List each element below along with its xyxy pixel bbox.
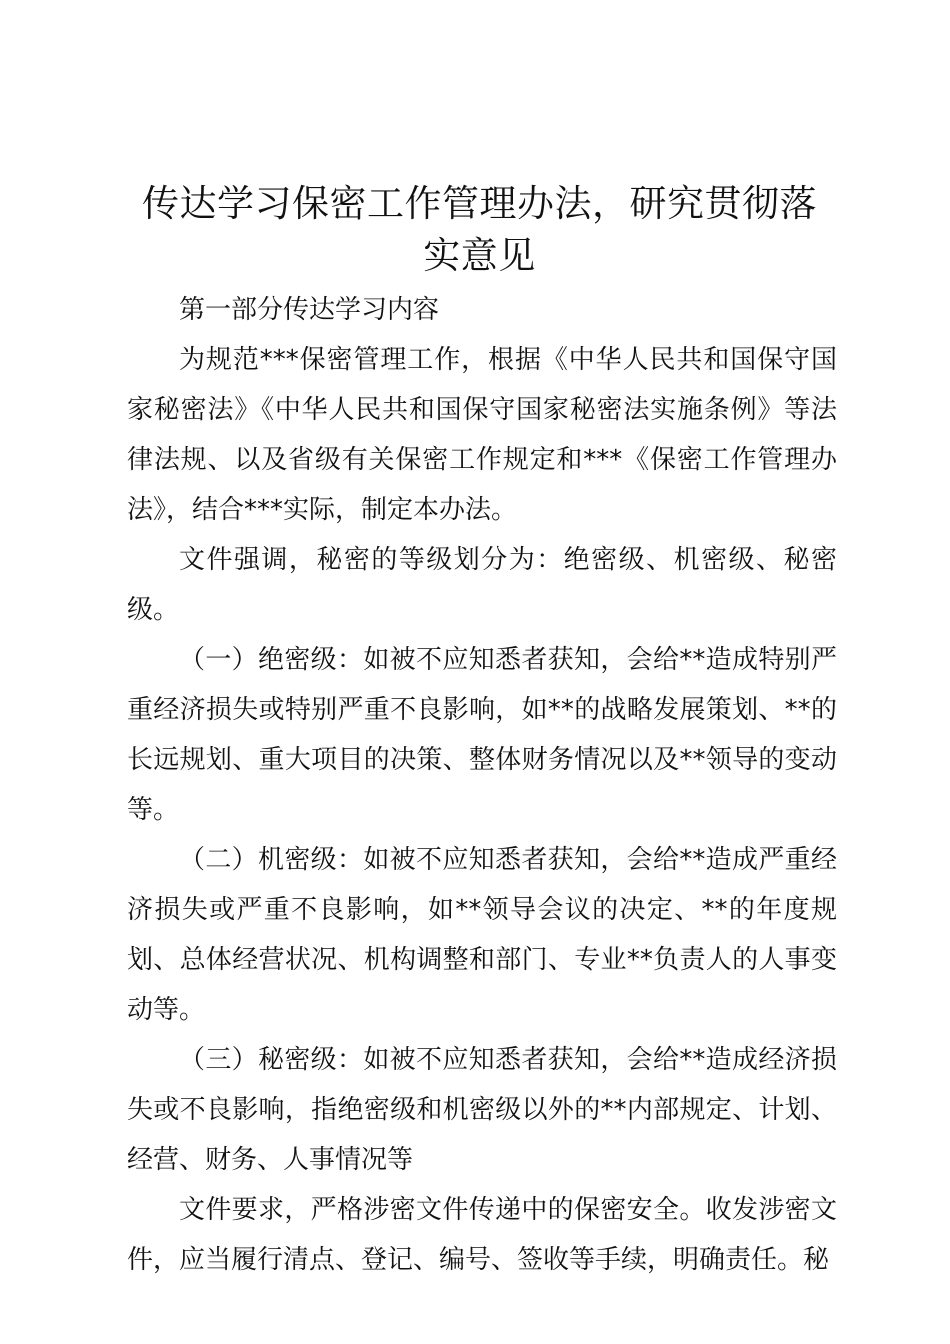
- paragraph-classification-levels: 文件强调，秘密的等级划分为：绝密级、机密级、秘密级。: [127, 545, 837, 625]
- paragraph-top-secret: （一）绝密级：如被不应知悉者获知，会给**造成特别严重经济损失或特别严重不良影响，如**的战略发展策划、**的长远规划、重大项目的决策、整体财务情况以及**领导的变动等。: [127, 645, 837, 825]
- paragraph-purpose: 为规范***保密管理工作，根据《中华人民共和国保守国家秘密法》《中华人民共和国保守国家秘密法实施条例》等法律法规、以及省级有关保密工作规定和***《保密工作管理办法》，结合***实际，制定本办法。: [127, 345, 837, 525]
- section-heading: 第一部分传达学习内容: [179, 295, 440, 325]
- document-title: 传达学习保密工作管理办法，研究贯彻落实意见: [142, 182, 817, 277]
- paragraph-confidential: （三）秘密级：如被不应知悉者获知，会给**造成经济损失或不良影响，指绝密级和机密级以外的**内部规定、计划、经营、财务、人事情况等: [127, 1045, 837, 1175]
- document-body: [127, 285, 837, 1285]
- paragraph-secret: （二）机密级：如被不应知悉者获知，会给**造成严重经济损失或严重不良影响，如**领导会议的决定、**的年度规划、总体经营状况、机构调整和部门、专业**负责人的人事变动等。: [127, 845, 837, 1025]
- paragraph-requirements: 文件要求，严格涉密文件传递中的保密安全。收发涉密文件，应当履行清点、登记、编号、签收等手续，明确责任。秘: [127, 1195, 837, 1275]
